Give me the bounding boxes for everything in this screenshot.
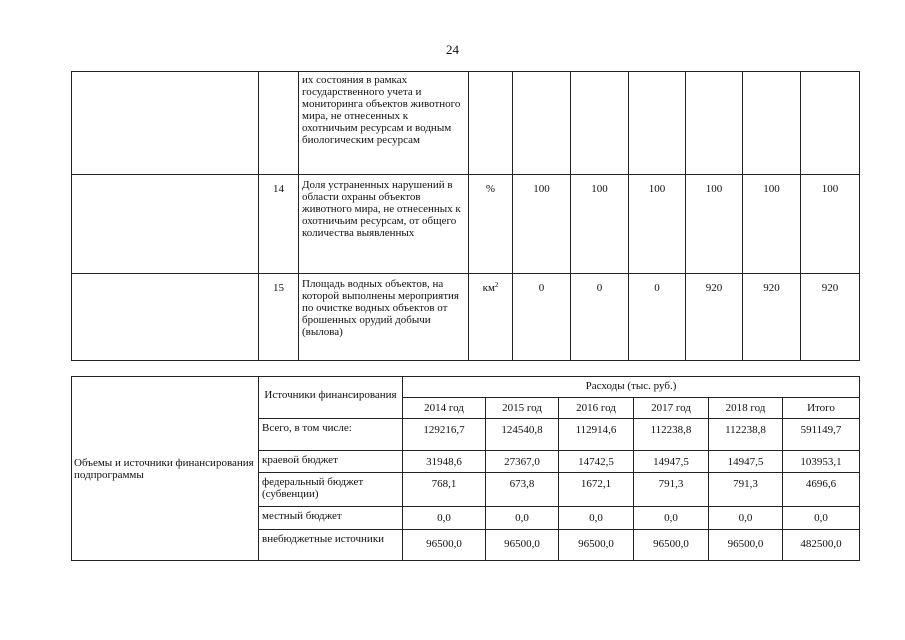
finance-source: Всего, в том числе: <box>259 419 403 451</box>
indicator-value: 100 <box>513 175 571 274</box>
finance-value: 0,0 <box>403 507 486 530</box>
finance-value: 31948,6 <box>403 451 486 473</box>
finance-value: 791,3 <box>634 473 709 507</box>
finance-source: внебюджетные источники <box>259 530 403 561</box>
finance-value: 0,0 <box>559 507 634 530</box>
finance-value: 4696,6 <box>783 473 860 507</box>
finance-value: 96500,0 <box>486 530 559 561</box>
finance-value: 112914,6 <box>559 419 634 451</box>
finance-source: федеральный бюджет (субвенции) <box>259 473 403 507</box>
indicator-value: 100 <box>801 175 860 274</box>
indicator-number: 15 <box>259 274 299 361</box>
year-header: 2016 год <box>559 398 634 419</box>
year-header: 2018 год <box>709 398 783 419</box>
finance-section-label: Объемы и источники финансирования подпрограммы <box>72 377 259 561</box>
table-row <box>72 274 860 361</box>
finance-value: 103953,1 <box>783 451 860 473</box>
indicator-unit: % <box>469 175 513 274</box>
indicator-number: 14 <box>259 175 299 274</box>
indicator-value: 920 <box>686 274 743 361</box>
finance-value: 591149,7 <box>783 419 860 451</box>
finance-value: 96500,0 <box>559 530 634 561</box>
indicator-value: 100 <box>686 175 743 274</box>
indicator-value: 920 <box>743 274 801 361</box>
expenses-header: Расходы (тыс. руб.) <box>403 377 860 398</box>
indicator-value: 0 <box>513 274 571 361</box>
finance-value: 112238,8 <box>634 419 709 451</box>
indicator-value: 100 <box>743 175 801 274</box>
finance-value: 14947,5 <box>709 451 783 473</box>
finance-source: краевой бюджет <box>259 451 403 473</box>
finance-value: 0,0 <box>709 507 783 530</box>
empty-cell <box>259 72 299 175</box>
indicator-value: 100 <box>571 175 629 274</box>
page-number: 24 <box>446 42 459 57</box>
year-header: 2017 год <box>634 398 709 419</box>
empty-cell <box>72 72 259 175</box>
indicator-name: Площадь водных объектов, на которой выполнены мероприятия по очистке водных объектов от брошенных орудий добычи (вылова) <box>299 274 469 361</box>
finance-value: 112238,8 <box>709 419 783 451</box>
finance-value: 27367,0 <box>486 451 559 473</box>
finance-value: 96500,0 <box>709 530 783 561</box>
finance-table <box>71 376 860 561</box>
indicator-name: Доля устраненных нарушений в области охраны объектов животного мира, не отнесенных к охотничьим ресурсам, от общего количества выявленных <box>299 175 469 274</box>
indicator-value: 920 <box>801 274 860 361</box>
finance-value: 96500,0 <box>634 530 709 561</box>
finance-value: 0,0 <box>634 507 709 530</box>
total-header: Итого <box>783 398 860 419</box>
finance-value: 791,3 <box>709 473 783 507</box>
table-row <box>72 72 860 175</box>
year-header: 2014 год <box>403 398 486 419</box>
table-row <box>72 377 860 398</box>
year-header: 2015 год <box>486 398 559 419</box>
indicator-value: 0 <box>571 274 629 361</box>
finance-value: 673,8 <box>486 473 559 507</box>
finance-value: 129216,7 <box>403 419 486 451</box>
finance-source: местный бюджет <box>259 507 403 530</box>
finance-value: 0,0 <box>783 507 860 530</box>
indicator-name-continuation: их состояния в рамках государственного учета и мониторинга объектов животного мира, не отнесенных к охотничьим ресурсам и водным биологическим ресурсам <box>299 72 469 175</box>
finance-value: 14947,5 <box>634 451 709 473</box>
indicators-table <box>71 71 860 361</box>
finance-value: 1672,1 <box>559 473 634 507</box>
indicator-unit: $км^2$ <box>469 274 513 361</box>
sources-header: Источники финансирования <box>259 377 403 419</box>
finance-value: 482500,0 <box>783 530 860 561</box>
finance-value: 768,1 <box>403 473 486 507</box>
finance-value: 96500,0 <box>403 530 486 561</box>
indicator-value: 0 <box>629 274 686 361</box>
finance-value: 124540,8 <box>486 419 559 451</box>
finance-value: 0,0 <box>486 507 559 530</box>
finance-value: 14742,5 <box>559 451 634 473</box>
table-row <box>72 175 860 274</box>
indicator-value: 100 <box>629 175 686 274</box>
